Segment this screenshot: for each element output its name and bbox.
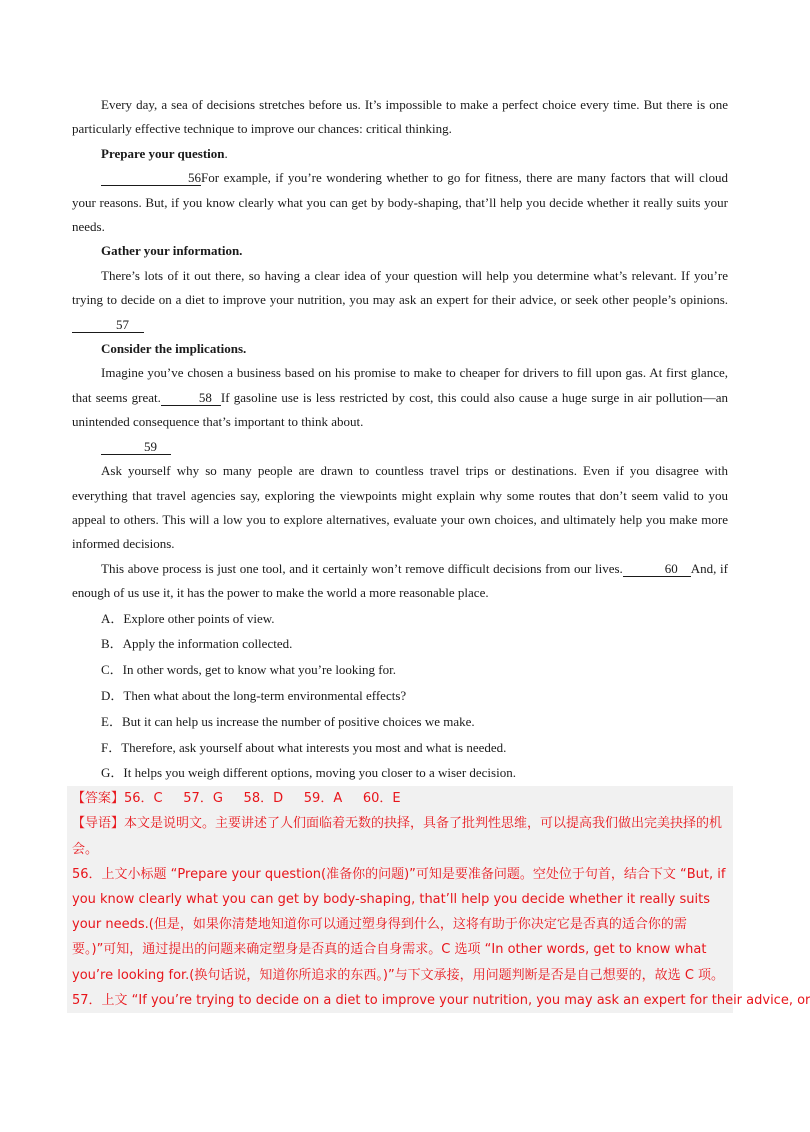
paragraph-text: Imagine you’ve chosen a business based on his promise to make to cheaper for drivers to fill upon gas. At first glance, that seems great. <box>72 365 728 405</box>
paragraph-conclusion <box>72 557 728 606</box>
option-c: C．In other words, get to know what you’re looking for. <box>101 662 396 678</box>
option-d: D．Then what about the long-term environmental effects? <box>101 687 407 703</box>
option-g: G．It helps you weigh different options, moving you closer to a wiser decision. <box>101 765 516 781</box>
blank-60: 60 <box>623 561 691 577</box>
section-heading-prepare <box>72 142 728 166</box>
explanation-56: 56．上文小标题 “Prepare your question(准备你的问题)”可知是要准备问题。空处位于句首，结合下文 “But, if you know clearly what you can get by body-shaping, that’ll help you decide whether it really suits your needs.(但是，如果你清楚地知道你可以通过塑身得到什么，这将有助于你决定它是否真的适合你的需要。)”可知，通过提出的问题来确定塑身是否真的适合自身需求。C 选项 “In other words, get to know what you’re looking for.(换句话说，知道你所追求的东西。)”与下文承接，用问题判断是否是自己想要的，故选 C 项。 <box>72 866 726 983</box>
blank-number: 56 <box>188 170 201 186</box>
heading-text: Prepare your question <box>101 145 225 161</box>
option-f: F．Therefore, ask yourself about what interests you most and what is needed. <box>101 739 507 755</box>
blank-56 <box>101 170 201 186</box>
answer-key: 【答案】56．C 57．G 58．D 59．A 60．E <box>72 791 401 807</box>
paragraph-text: If gasoline use is less restricted by cost, this could also cause a huge surge in air pollution—an unintended consequence that’s important to think about. <box>72 389 728 430</box>
paragraph-text: There’s lots of it out there, so having a clear idea of your question will help you determine what’s relevant. If you’re trying to decide on a diet to improve your nutrition, you may ask an expert for their advice, or seek other people’s opinions. <box>72 267 728 308</box>
answer-explanation-box <box>67 786 810 1013</box>
paragraph-viewpoints: Ask yourself why so many people are drawn to countless travel trips or destinations. Even if you disagree with everything that travel agencies say, exploring the viewpoints might explain why some routes that don’t seem valid to you appeal to others. This will a low you to explore alternatives, evaluate your own choices, and ultimately help you make more informed decisions. <box>72 463 728 552</box>
option-a: A．Explore other points of view. <box>101 610 275 626</box>
explanation-57: 57．上文 “If you’re trying to decide on a diet to improve your nutrition, you may ask an expert for their advice, or <box>72 992 810 1008</box>
blank-57: 57 <box>72 317 144 333</box>
option-e: E．But it can help us increase the number of positive choices we make. <box>101 713 475 729</box>
blank-58: 58 <box>161 390 221 406</box>
paragraph-text: For example, if you’re wondering whether to go for fitness, there are many factors that will cloud your reasons. But, if you know clearly what you can get by body-shaping, that’ll help you decide whether it really suits your needs. <box>72 170 728 235</box>
option-b: B．Apply the information collected. <box>101 636 293 652</box>
paragraph-gather <box>72 264 728 337</box>
section-heading-consider: Consider the implications. <box>101 341 247 357</box>
intro-paragraph: Every day, a sea of decisions stretches before us. It’s impossible to make a perfect choice every time. But there is one particularly effective technique to improve our chances: critical thinking. <box>72 97 728 137</box>
blank-59: 59 <box>101 439 171 455</box>
guide-text: 【导语】本文是说明文。主要讲述了人们面临着无数的抉择，具备了批判性思维，可以提高我们做出完美抉择的机会。 <box>72 816 723 857</box>
heading-punct: . <box>224 145 228 161</box>
heading-blank-59 <box>72 435 728 459</box>
paragraph-text: And, if enough of us use it, it has the power to make the world a more reasonable place. <box>72 560 728 601</box>
document-content <box>72 93 810 1013</box>
paragraph-consider <box>72 361 728 434</box>
section-heading-gather: Gather your information. <box>101 243 243 259</box>
paragraph-text: This above process is just one tool, and it certainly won’t remove difficult decisions from our lives. <box>101 560 623 576</box>
paragraph-prepare <box>72 166 728 239</box>
